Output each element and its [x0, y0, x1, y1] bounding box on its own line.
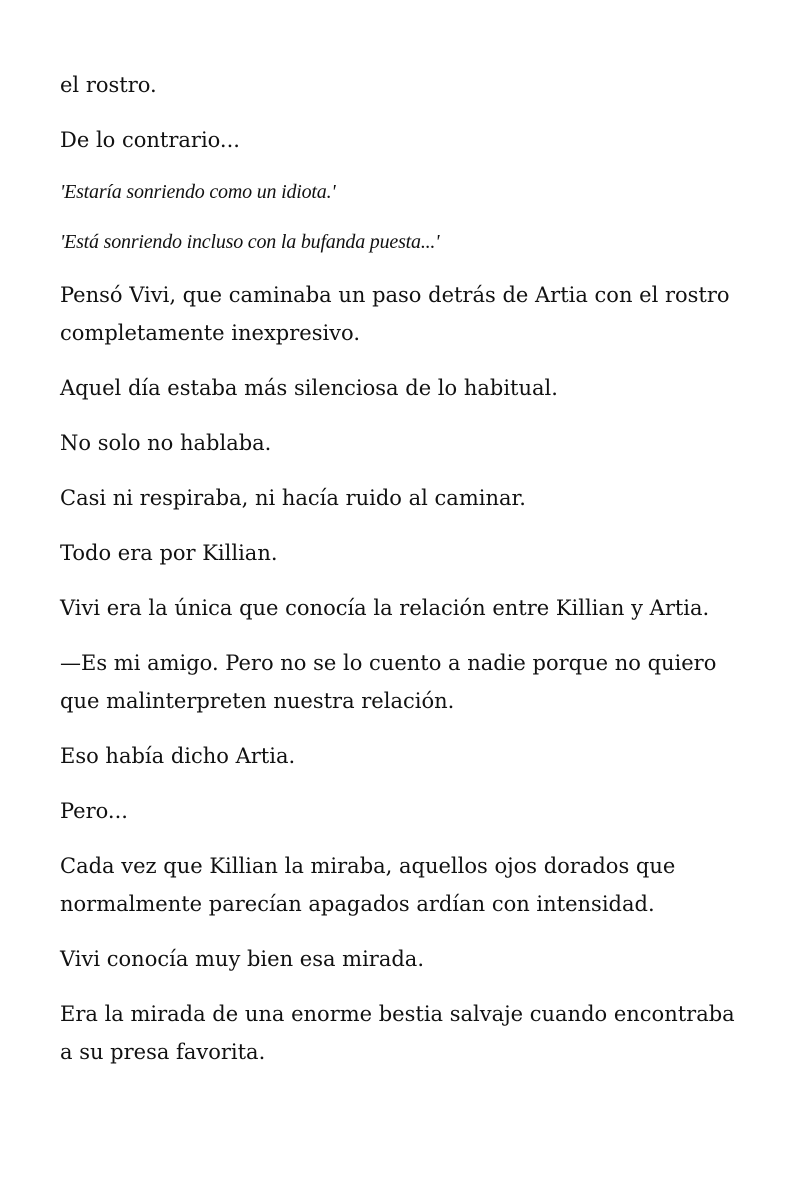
paragraph-text: Aquel día estaba más silenciosa de lo habitual. — [60, 376, 558, 400]
paragraph-text: Casi ni respiraba, ni hacía ruido al caminar. — [60, 486, 526, 510]
paragraph-text: el rostro. — [60, 73, 157, 97]
inner-thought-text: 'Estaría sonriendo como un idiota.' — [60, 181, 336, 203]
paragraph-text: Pero... — [60, 799, 128, 823]
paragraph-text: Eso había dicho Artia. — [60, 744, 296, 768]
dialogue-text: —Es mi amigo. Pero no se lo cuento a nadie porque no quiero que malinterpreten nuestra relación. — [60, 651, 717, 713]
inner-thought-text: 'Está sonriendo incluso con la bufanda puesta...' — [60, 231, 440, 253]
paragraph-text: No solo no hablaba. — [60, 431, 272, 455]
paragraph-text: Todo era por Killian. — [60, 541, 278, 565]
paragraph-text: Pensó Vivi, que caminaba un paso detrás de Artia con el rostro completamente inexpresivo. — [60, 283, 730, 345]
paragraph-text: Vivi conocía muy bien esa mirada. — [60, 947, 425, 971]
paragraph-text: De lo contrario... — [60, 128, 240, 152]
paragraph-text: Era la mirada de una enorme bestia salvaje cuando encontraba a su presa favorita. — [60, 1002, 735, 1064]
paragraph-text: Vivi era la única que conocía la relación entre Killian y Artia. — [60, 596, 710, 620]
paragraph-text: Cada vez que Killian la miraba, aquellos ojos dorados que normalmente parecían apagados ardían con intensidad. — [60, 854, 676, 916]
